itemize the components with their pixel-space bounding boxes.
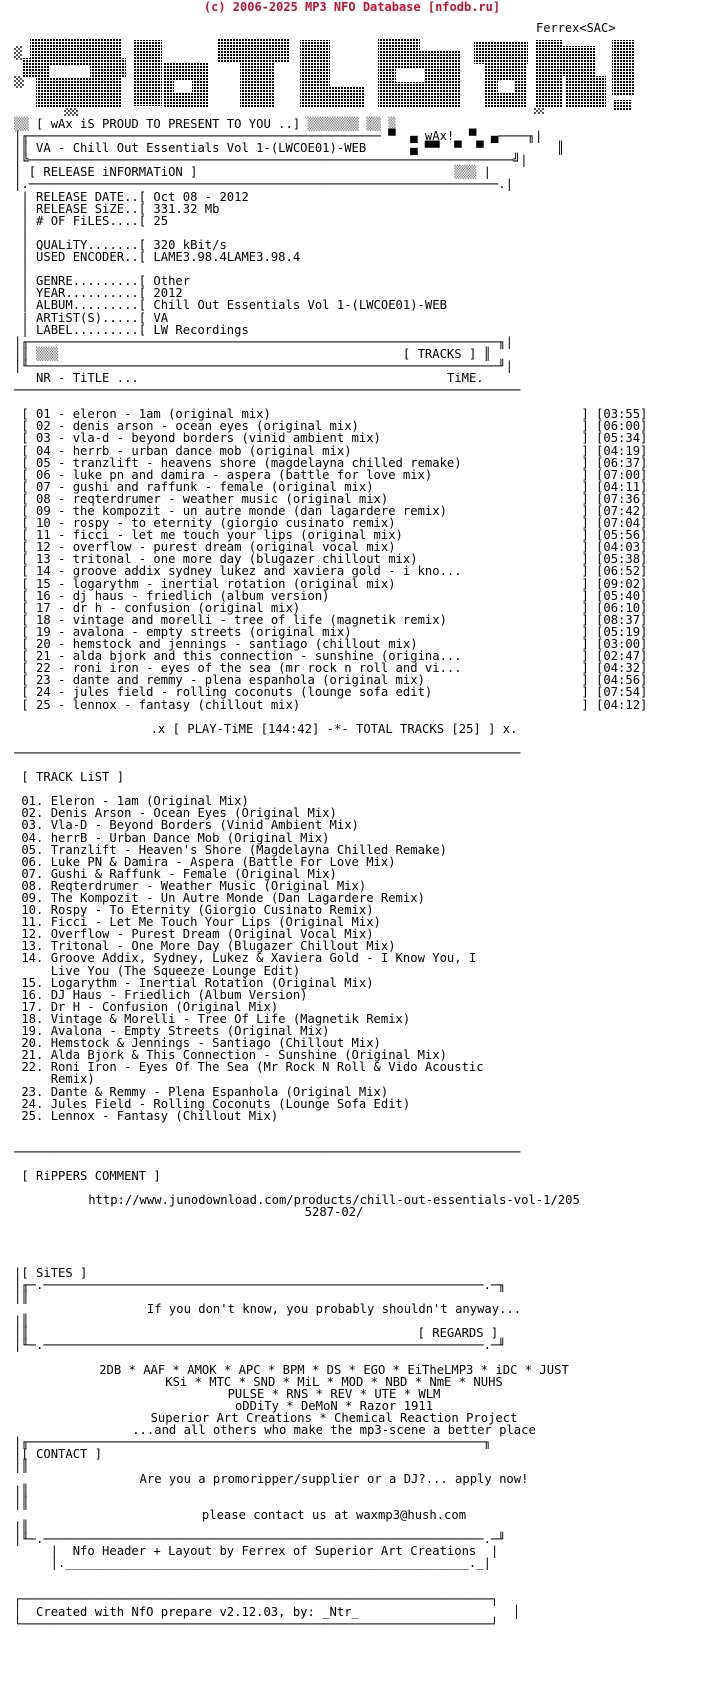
track-title: [ 03 - vla-d - beyond borders (vinid ambient mix) bbox=[21, 431, 381, 446]
quality: 320 kBit/s bbox=[153, 237, 227, 252]
track-row bbox=[14, 699, 654, 711]
created-with: Created with NfO prepare v2.12.03, by: _Ntr_ bbox=[36, 1604, 359, 1619]
track-list-item: 20. Hemstock & Jennings - Santiago (Chillout Mix) bbox=[21, 1036, 381, 1051]
track-row bbox=[14, 457, 654, 469]
rippers-comment-label: [ RiPPERS COMMENT ] bbox=[21, 1169, 161, 1184]
release-title: VA - Chill Out Essentials Vol 1-(LWCOE01)-WEB bbox=[36, 141, 367, 156]
label: LW Recordings bbox=[153, 322, 249, 337]
sites-text: If you don't know, you probably shouldn't anyway... bbox=[146, 1302, 522, 1317]
regards-list bbox=[14, 1364, 654, 1437]
track-time: ] [05:40] bbox=[581, 588, 648, 603]
track-list-item: 16. DJ Haus - Friedlich (Album Version) bbox=[21, 987, 308, 1002]
track-time: ] [05:38] bbox=[581, 552, 648, 567]
track-list-item: 25. Lennox - Fantasy (Chillout Mix) bbox=[21, 1108, 279, 1123]
track-title: [ 18 - vintage and morelli - tree of life (magnetik remix) bbox=[21, 612, 447, 627]
track-title: [ 14 - groove addix sydney lukez and xaviera gold - i kno... bbox=[21, 564, 462, 579]
track-list-item: 08. Reqterdrumer - Weather Music (Original Mix) bbox=[21, 878, 367, 893]
track-list-item: 11. Ficci - Let Me Touch Your Lips (Original Mix) bbox=[21, 915, 381, 930]
wax-tag: wAx! bbox=[424, 129, 455, 144]
track-list-item: 15. Logarythm - Inertial Rotation (Original Mix) bbox=[21, 975, 374, 990]
track-list bbox=[14, 795, 654, 1122]
track-list-item: 19. Avalona - Empty Streets (Original Mix) bbox=[21, 1024, 330, 1039]
proud-line: ▒▒ [ wAx iS PROUD TO PRESENT TO YOU ..] ▒▒▒▒▒▒▒ ▒▒ ▒ bbox=[14, 117, 411, 131]
wax-logo bbox=[14, 36, 644, 118]
track-title: [ 22 - roni iron - eyes of the sea (mr rock n roll and vi... bbox=[21, 661, 462, 676]
track-row bbox=[14, 565, 654, 577]
track-title: [ 13 - tritonal - one more day (blugazer chillout mix) bbox=[21, 552, 418, 567]
track-row bbox=[14, 686, 654, 698]
track-title: [ 07 - gushi and raffunk - female (original mix) bbox=[21, 479, 374, 494]
track-list-item: 01. Eleron - 1am (Original Mix) bbox=[21, 794, 249, 809]
track-time: ] [04:32] bbox=[581, 661, 648, 676]
regards-line: PULSE * RNS * REV * UTE * WLM bbox=[227, 1386, 441, 1401]
track-time: ] [07:36] bbox=[581, 491, 648, 506]
track-row bbox=[14, 432, 654, 444]
track-title: [ 08 - reqterdrumer - weather music (original mix) bbox=[21, 491, 389, 506]
track-list-item: 04. herrB - Urban Dance Mob (Original Mix) bbox=[21, 830, 330, 845]
track-title: [ 10 - rospy - to eternity (giorgio cusinato remix) bbox=[21, 516, 396, 531]
regards-line: ...and all others who make the mp3-scene a better place bbox=[132, 1423, 536, 1438]
tracks-label: [ TRACKS ] bbox=[402, 346, 477, 361]
track-time: ] [02:47] bbox=[581, 649, 648, 664]
track-row bbox=[14, 578, 654, 590]
release-info-header: | [ RELEASE iNFORMATiON ] ▒▒▒ | bbox=[14, 165, 491, 180]
track-list-item: 10. Rospy - To Eternity (Giorgio Cusinato Remix) bbox=[21, 903, 374, 918]
play-time-summary: .x [ PLAY-TiME [144:42] -*- TOTAL TRACKS [25] ] x. bbox=[150, 721, 518, 736]
track-time: ] [07:42] bbox=[581, 504, 648, 518]
track-title: [ 21 - alda bjork and this connection - sunshine (origina... bbox=[21, 649, 462, 664]
track-title: [ 19 - avalona - empty streets (original mix) bbox=[21, 624, 352, 639]
col-time: TiME. bbox=[446, 370, 484, 385]
contact-email[interactable]: please contact us at waxmp3@hush.com bbox=[201, 1507, 467, 1522]
regards-label: [ REGARDS ] bbox=[417, 1326, 499, 1341]
track-title: [ 23 - dante and remmy - plena espanhola (original mix) bbox=[21, 673, 425, 688]
track-list-item: 21. Alda Bjork & This Connection - Sunshine (Original Mix) bbox=[21, 1048, 447, 1063]
track-list-label: [ TRACK LiST ] bbox=[21, 770, 125, 785]
track-time: ] [04:03] bbox=[581, 540, 648, 555]
track-list-item: 03. Vla-D - Beyond Borders (Vinid Ambient Mix) bbox=[21, 818, 359, 833]
track-list-item: 23. Dante & Remmy - Plena Espanhola (Original Mix) bbox=[21, 1084, 389, 1099]
track-title: [ 04 - herrb - urban dance mob (original mix) bbox=[21, 443, 352, 458]
track-title: [ 01 - eleron - 1am (original mix) bbox=[21, 407, 271, 422]
regards-line: oDDiTy * DeMoN * Razor 1911 bbox=[234, 1398, 434, 1413]
track-list-item: Remix) bbox=[21, 1072, 95, 1087]
track-time: ] [06:10] bbox=[581, 600, 648, 615]
track-time: ] [05:19] bbox=[581, 624, 648, 639]
track-time: ] [07:00] bbox=[581, 467, 648, 482]
track-time: ] [06:00] bbox=[581, 419, 648, 434]
regards-line: Superior Art Creations * Chemical Reaction Project bbox=[150, 1411, 518, 1426]
track-title: [ 16 - dj haus - friedlich (album version) bbox=[21, 588, 330, 603]
track-table bbox=[14, 408, 654, 710]
track-list-item: 05. Tranzlift - Heaven's Shore (Magdelayna Chilled Remake) bbox=[21, 842, 447, 857]
track-title: [ 24 - jules field - rolling coconuts (lounge sofa edit) bbox=[21, 685, 433, 700]
release-info-label: [ RELEASE iNFORMATiON ] bbox=[28, 165, 198, 180]
track-list-item: 14. Groove Addix, Sydney, Lukez & Xaviera Gold - I Know You, I bbox=[21, 951, 477, 966]
site-credit: (c) 2006-2025 MP3 NFO Database [nfodb.ru] bbox=[203, 0, 501, 14]
release-title-line: |║ VA - Chill Out Essentials Vol 1-(LWCOE01)-WEB ▄ ▀▀ ▀ ▀ ║ bbox=[14, 141, 565, 156]
track-list-item: 07. Gushi & Raffunk - Female (Original Mix) bbox=[21, 866, 337, 881]
track-time: ] [03:00] bbox=[581, 637, 648, 652]
track-time: ] [04:11] bbox=[581, 479, 648, 494]
art-credit: Ferrex<SAC> bbox=[536, 21, 616, 35]
track-time: ] [05:34] bbox=[581, 431, 648, 446]
track-list-item: 12. Overflow - Purest Dream (Original Vocal Mix) bbox=[21, 927, 374, 942]
file-count: 25 bbox=[153, 213, 169, 228]
track-list-item: 13. Tritonal - One More Day (Blugazer Chillout Mix) bbox=[21, 939, 396, 954]
sites-label: [ SiTES ] bbox=[21, 1265, 88, 1280]
track-time: ] [03:55] bbox=[581, 407, 648, 422]
track-row bbox=[14, 445, 654, 457]
track-list-item: 24. Jules Field - Rolling Coconuts (Lounge Sofa Edit) bbox=[21, 1096, 411, 1111]
juno-link[interactable]: http://www.junodownload.com/products/chill-out-essentials-vol-1/205 bbox=[88, 1193, 580, 1208]
encoder: LAME3.98.4LAME3.98.4 bbox=[153, 250, 301, 265]
track-list-item: 22. Roni Iron - Eyes Of The Sea (Mr Rock N Roll & Vido Acoustic bbox=[21, 1060, 484, 1075]
track-time: ] [07:04] bbox=[581, 516, 648, 531]
track-time: ] [05:56] bbox=[581, 528, 648, 543]
track-time: ] [09:02] bbox=[581, 576, 648, 591]
year: 2012 bbox=[153, 286, 183, 301]
track-time: ] [04:19] bbox=[581, 443, 648, 458]
regards-line: 2DB * AAF * AMOK * APC * BPM * DS * EGO * EiTheLMP3 * iDC * JUST bbox=[99, 1362, 569, 1377]
album: Chill Out Essentials Vol 1-(LWCOE01)-WEB bbox=[153, 298, 447, 313]
track-list-item: 06. Luke PN & Damira - Aspera (Battle For Love Mix) bbox=[21, 854, 396, 869]
track-time: ] [07:54] bbox=[581, 685, 648, 700]
track-list-item: 18. Vintage & Morelli - Tree Of Life (Magnetik Remix) bbox=[21, 1011, 411, 1026]
track-time: ] [04:56] bbox=[581, 673, 648, 688]
col-title: NR - TiTLE ... bbox=[36, 370, 139, 385]
track-title: [ 20 - hemstock and jennings - santiago (chillout mix) bbox=[21, 637, 418, 652]
contact-apply: Are you a promoripper/supplier or a DJ?... apply now! bbox=[139, 1471, 529, 1486]
track-title: [ 12 - overflow - purest dream (original vocal mix) bbox=[21, 540, 396, 555]
release-date: Oct 08 - 2012 bbox=[153, 189, 249, 204]
genre: Other bbox=[153, 274, 191, 289]
artist: VA bbox=[153, 310, 169, 325]
release-size: 331.32 Mb bbox=[153, 201, 220, 216]
track-row bbox=[14, 469, 654, 481]
track-list-item: 17. Dr H - Confusion (Original Mix) bbox=[21, 999, 279, 1014]
track-title: [ 17 - dr h - confusion (original mix) bbox=[21, 600, 301, 615]
track-title: [ 09 - the kompozit - un autre monde (dan lagardere remix) bbox=[21, 504, 447, 518]
juno-link-cont[interactable]: 5287-02/ bbox=[304, 1205, 364, 1220]
layout-credit: Nfo Header + Layout by Ferrex of Superior Art Creations bbox=[72, 1544, 477, 1559]
track-title: [ 15 - logarythm - inertial rotation (original mix) bbox=[21, 576, 396, 591]
track-time: ] [04:12] bbox=[581, 697, 648, 712]
contact-label: [ CONTACT ] bbox=[21, 1447, 103, 1462]
track-list-item: Live You (The Squeeze Lounge Edit) bbox=[21, 963, 301, 978]
track-title: [ 06 - luke pn and damira - aspera (battle for love mix) bbox=[21, 467, 433, 482]
track-list-item: 09. The Kompozit - Un Autre Monde (Dan Lagardere Remix) bbox=[21, 891, 425, 905]
track-title: [ 11 - ficci - let me touch your lips (original mix) bbox=[21, 528, 403, 543]
track-title: [ 25 - lennox - fantasy (chillout mix) bbox=[21, 697, 301, 712]
track-row bbox=[14, 590, 654, 602]
regards-line: KSi * MTC * SND * MiL * MOD * NBD * NmE * NUHS bbox=[165, 1374, 503, 1389]
track-title: [ 05 - tranzlift - heavens shore (magdelayna chilled remake) bbox=[21, 455, 462, 470]
tracks-header: |║ ▒▒▒ [ TRACKS ] ║ bbox=[14, 346, 491, 361]
track-time: ] [06:52] bbox=[581, 564, 648, 579]
track-time: ] [08:37] bbox=[581, 612, 648, 627]
track-title: [ 02 - denis arson - ocean eyes (original mix) bbox=[21, 419, 359, 434]
track-list-item: 02. Denis Arson - Ocean Eyes (Original Mix) bbox=[21, 806, 337, 821]
track-time: ] [06:37] bbox=[581, 455, 648, 470]
